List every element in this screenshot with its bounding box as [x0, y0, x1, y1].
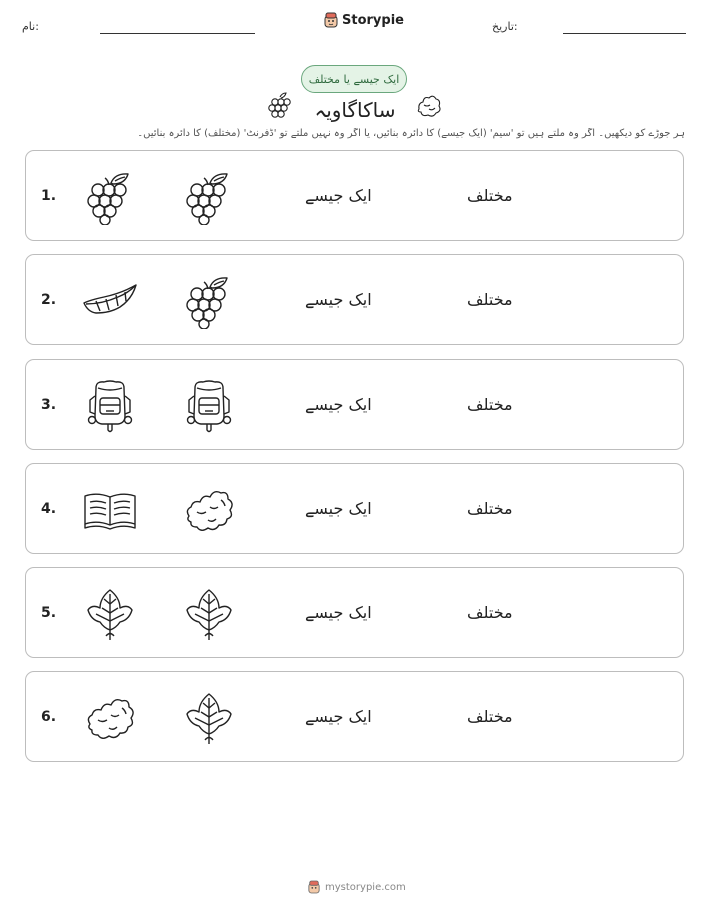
question-row [25, 567, 684, 658]
same-option[interactable]: ایک جیسے [305, 499, 372, 518]
footer [308, 880, 406, 894]
question-row [25, 254, 684, 345]
same-option[interactable]: ایک جیسے [305, 290, 372, 309]
question-number: 2. [41, 291, 57, 308]
date-field[interactable] [563, 33, 686, 34]
right-picture [181, 273, 237, 329]
same-option[interactable]: ایک جیسے [305, 186, 372, 205]
left-picture [82, 586, 138, 642]
right-picture [181, 690, 237, 746]
ginger-decoration-icon [414, 91, 444, 121]
same-option[interactable]: ایک جیسے [305, 707, 372, 726]
right-picture [181, 169, 237, 225]
leaf-icon [181, 690, 237, 746]
right-picture [181, 482, 237, 538]
question-row [25, 150, 684, 241]
different-option[interactable]: مختلف [467, 395, 513, 414]
grapes-decoration-icon [266, 91, 294, 121]
question-number: 3. [41, 396, 57, 413]
different-option[interactable]: مختلف [467, 499, 513, 518]
different-option[interactable]: مختلف [467, 290, 513, 309]
name-field[interactable] [100, 33, 255, 34]
brand-name: Storypie [342, 12, 404, 28]
left-picture [82, 690, 138, 746]
different-option[interactable]: مختلف [467, 707, 513, 726]
leaf-icon [82, 586, 138, 642]
left-picture [82, 169, 138, 225]
question-number: 6. [41, 708, 57, 725]
different-option[interactable]: مختلف [467, 603, 513, 622]
grapes-icon [181, 169, 237, 225]
different-option[interactable]: مختلف [467, 186, 513, 205]
storypie-mascot-icon [324, 12, 338, 28]
canoe-icon [82, 273, 138, 329]
question-number: 1. [41, 187, 57, 204]
ginger-icon [181, 482, 237, 538]
ginger-icon [82, 690, 138, 746]
backpack-icon [181, 378, 237, 434]
date-label: تاریخ: [492, 20, 518, 33]
footer-url[interactable]: mystorypie.com [325, 881, 406, 893]
right-picture [181, 586, 237, 642]
leaf-icon [181, 586, 237, 642]
left-picture [82, 378, 138, 434]
grapes-icon [82, 169, 138, 225]
grapes-icon [181, 273, 237, 329]
worksheet-type-pill: ایک جیسے یا مختلف [301, 65, 407, 93]
question-number: 5. [41, 604, 57, 621]
page-title: ساکاگاویہ [314, 98, 396, 122]
question-row [25, 463, 684, 554]
question-row [25, 359, 684, 450]
backpack-icon [82, 378, 138, 434]
name-label: نام: [22, 20, 39, 33]
right-picture [181, 378, 237, 434]
brand-logo [324, 12, 404, 28]
book-icon [82, 482, 138, 538]
question-number: 4. [41, 500, 57, 517]
left-picture [82, 273, 138, 329]
storypie-mascot-icon [308, 880, 320, 894]
left-picture [82, 482, 138, 538]
same-option[interactable]: ایک جیسے [305, 395, 372, 414]
question-row [25, 671, 684, 762]
same-option[interactable]: ایک جیسے [305, 603, 372, 622]
instructions-text: ہر جوڑے کو دیکھیں۔ اگر وہ ملتے ہیں تو 'سیم' (ایک جیسے) کا دائرہ بنائیں، یا اگر وہ نہیں ملتے تو 'ڈفرنٹ' (مختلف) کا دائرہ بنائیں۔ [137, 128, 685, 139]
